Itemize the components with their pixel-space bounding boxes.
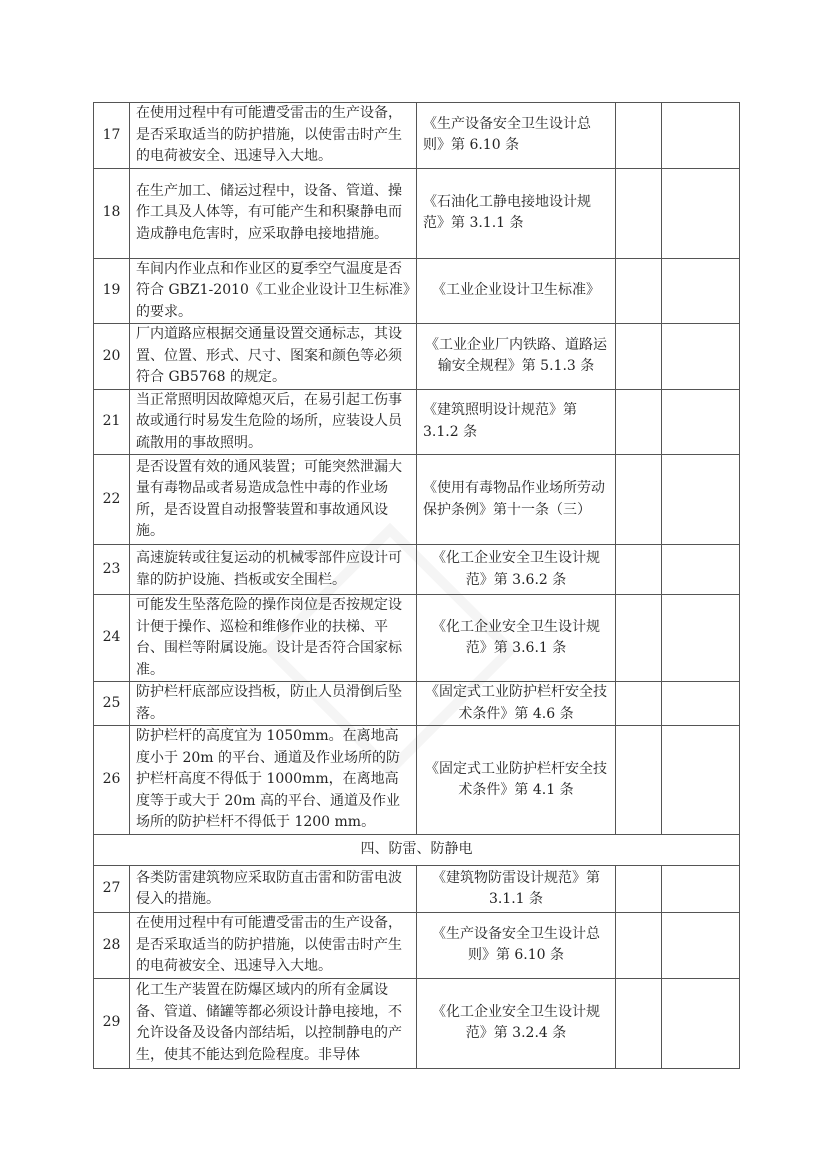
reference-standard: 《生产设备安全卫生设计总则》第 6.10 条 [417,103,616,169]
remark-cell [662,103,740,169]
reference-standard: 《固定式工业防护栏杆安全技术条件》第 4.6 条 [417,682,616,726]
table-row [94,978,740,1068]
remark-cell [662,545,740,595]
row-number: 25 [94,682,130,726]
table-row [94,389,740,455]
table-row [94,913,740,979]
check-item-content: 当正常照明因故障熄灭后，在易引起工伤事故或通行时易发生危险的场所，应装设人员疏散用的事故照明。 [130,389,417,455]
table-row [94,324,740,390]
check-item-content: 是否设置有效的通风装置；可能突然泄漏大量有毒物品或者易造成急性中毒的作业场所，是否设置自动报警装置和事故通风设施。 [130,455,417,545]
result-cell [616,913,662,979]
reference-standard: 《固定式工业防护栏杆安全技术条件》第 4.1 条 [417,726,616,835]
reference-standard: 《石油化工静电接地设计规范》第 3.1.1 条 [417,168,616,258]
check-item-content: 防护栏杆的高度宜为 1050mm。在离地高度小于 20m 的平台、通道及作业场所的防护栏杆高度不得低于 1000mm，在离地高度等于或大于 20m 高的平台、通道及作业场所的防护栏杆不得低于 1200 mm。 [130,726,417,835]
table-row [94,595,740,682]
reference-standard: 《化工企业安全卫生设计规范》第 3.6.1 条 [417,595,616,682]
result-cell [616,978,662,1068]
remark-cell [662,866,740,913]
check-item-content: 高速旋转或往复运动的机械零部件应设计可靠的防护设施、挡板或安全围栏。 [130,545,417,595]
reference-standard: 《化工企业安全卫生设计规范》第 3.2.4 条 [417,978,616,1068]
table-row [94,103,740,169]
check-item-content: 在生产加工、储运过程中，设备、管道、操作工具及人体等，有可能产生和积聚静电而造成静电危害时，应采取静电接地措施。 [130,168,417,258]
remark-cell [662,595,740,682]
result-cell [616,595,662,682]
row-number: 17 [94,103,130,169]
check-item-content: 厂内道路应根据交通量设置交通标志，其设置、位置、形式、尺寸、图案和颜色等必须符合 GB5768 的规定。 [130,324,417,390]
reference-standard: 《工业企业设计卫生标准》 [417,258,616,324]
result-cell [616,389,662,455]
remark-cell [662,978,740,1068]
remark-cell [662,682,740,726]
result-cell [616,866,662,913]
check-item-content: 防护栏杆底部应设挡板，防止人员滑倒后坠落。 [130,682,417,726]
reference-standard: 《生产设备安全卫生设计总则》第 6.10 条 [417,913,616,979]
table-row [94,455,740,545]
row-number: 26 [94,726,130,835]
result-cell [616,103,662,169]
row-number: 27 [94,866,130,913]
row-number: 21 [94,389,130,455]
check-item-content: 在使用过程中有可能遭受雷击的生产设备，是否采取适当的防护措施，以使雷击时产生的电荷被安全、迅速导入大地。 [130,913,417,979]
table-row [94,682,740,726]
result-cell [616,682,662,726]
remark-cell [662,455,740,545]
row-number: 18 [94,168,130,258]
remark-cell [662,726,740,835]
result-cell [616,726,662,835]
table-row [94,866,740,913]
safety-checklist-table [93,102,740,1069]
check-item-content: 各类防雷建筑物应采取防直击雷和防雷电波侵入的措施。 [130,866,417,913]
result-cell [616,168,662,258]
row-number: 29 [94,978,130,1068]
table-row [94,545,740,595]
table-row [94,168,740,258]
result-cell [616,545,662,595]
check-item-content: 车间内作业点和作业区的夏季空气温度是否符合 GBZ1-2010《工业企业设计卫生标准》的要求。 [130,258,417,324]
row-number: 23 [94,545,130,595]
check-item-content: 在使用过程中有可能遭受雷击的生产设备，是否采取适当的防护措施，以使雷击时产生的电荷被安全、迅速导入大地。 [130,103,417,169]
table-row [94,258,740,324]
row-number: 20 [94,324,130,390]
row-number: 28 [94,913,130,979]
remark-cell [662,913,740,979]
result-cell [616,455,662,545]
row-number: 22 [94,455,130,545]
check-item-content: 可能发生坠落危险的操作岗位是否按规定设计便于操作、巡检和维修作业的扶梯、平台、围栏等附属设施。设计是否符合国家标准。 [130,595,417,682]
reference-standard: 《建筑照明设计规范》第 3.1.2 条 [417,389,616,455]
result-cell [616,258,662,324]
row-number: 24 [94,595,130,682]
table-row [94,726,740,835]
reference-standard: 《建筑物防雷设计规范》第 3.1.1 条 [417,866,616,913]
check-item-content: 化工生产装置在防爆区域内的所有金属设备、管道、储罐等都必须设计静电接地，不允许设备及设备内部结垢，以控制静电的产生，使其不能达到危险程度。非导体 [130,978,417,1068]
section-row [94,835,740,866]
remark-cell [662,168,740,258]
result-cell [616,324,662,390]
reference-standard: 《化工企业安全卫生设计规范》第 3.6.2 条 [417,545,616,595]
remark-cell [662,258,740,324]
remark-cell [662,324,740,390]
reference-standard: 《使用有毒物品作业场所劳动保护条例》第十一条（三） [417,455,616,545]
reference-standard: 《工业企业厂内铁路、道路运输安全规程》第 5.1.3 条 [417,324,616,390]
section-title: 四、防雷、防静电 [94,835,740,866]
remark-cell [662,389,740,455]
row-number: 19 [94,258,130,324]
